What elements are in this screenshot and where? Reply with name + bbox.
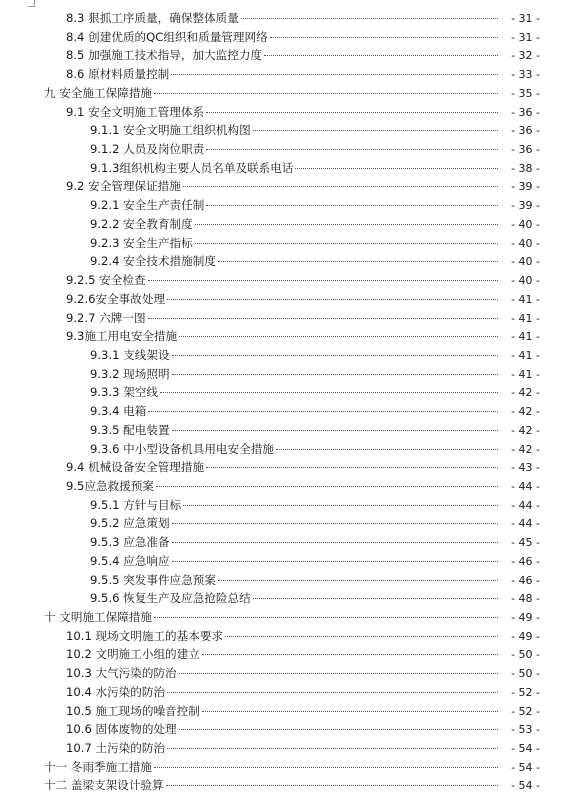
- toc-entry[interactable]: [0, 533, 580, 552]
- toc-entry[interactable]: [0, 9, 580, 28]
- toc-dot-leader: [172, 561, 498, 562]
- toc-entry[interactable]: [0, 215, 580, 234]
- toc-entry-title: 8.6 原材料质量控制: [66, 67, 170, 82]
- toc-entry-title: 10.6 固体废物的处理: [66, 722, 177, 737]
- toc-entry-page-number: - 40 -: [511, 274, 540, 288]
- toc-entry-title: 10.7 土污染的防治: [66, 741, 166, 756]
- toc-entry-page-number: - 54 -: [511, 760, 540, 774]
- toc-dot-leader: [206, 149, 498, 150]
- toc-dot-leader: [179, 729, 498, 730]
- toc-dot-leader: [276, 449, 498, 450]
- toc-entry-page-number: - 50 -: [511, 667, 540, 681]
- toc-entry-page-number: - 35 -: [511, 86, 540, 100]
- toc-entry-title: 9.3施工用电安全措施: [66, 329, 178, 344]
- toc-entry-page-number: - 40 -: [511, 217, 540, 231]
- toc-dot-leader: [166, 785, 498, 786]
- page-corner-mark: [28, 0, 35, 7]
- toc-entry-page-number: - 41 -: [511, 311, 540, 325]
- toc-entry-title: 10.4 水污染的防治: [66, 684, 166, 699]
- toc-entry[interactable]: [0, 402, 580, 421]
- toc-entry[interactable]: [0, 720, 580, 739]
- toc-entry-title: 9.2.6安全事故处理: [66, 291, 166, 306]
- toc-entry[interactable]: [0, 477, 580, 496]
- toc-dot-leader: [154, 617, 498, 618]
- toc-entry[interactable]: [0, 290, 580, 309]
- toc-entry-title: 8.4 创建优质的QC组织和质量管理网络: [66, 29, 268, 44]
- toc-dot-leader: [202, 654, 498, 655]
- toc-entry-title: 9.4 机械设备安全管理措施: [66, 460, 205, 475]
- toc-dot-leader: [148, 411, 498, 412]
- toc-entry-page-number: - 54 -: [511, 779, 540, 793]
- toc-dot-leader: [206, 112, 498, 113]
- toc-entry-title: 9.1 安全文明施工管理体系: [66, 104, 205, 119]
- toc-entry-title: 9.5.3 应急准备: [90, 535, 170, 550]
- toc-entry-page-number: - 38 -: [511, 161, 540, 175]
- toc-entry[interactable]: [0, 514, 580, 533]
- toc-entry-page-number: - 44 -: [511, 479, 540, 493]
- toc-entry-title: 9.2.7 六牌一图: [66, 310, 146, 325]
- toc-entry-page-number: - 36 -: [511, 124, 540, 138]
- toc-entry-page-number: - 53 -: [511, 723, 540, 737]
- toc-entry[interactable]: [0, 159, 580, 178]
- toc-entry-title: 十二 盖梁支架设计验算: [44, 778, 164, 793]
- toc-entry-title: 10.2 文明施工小组的建立: [66, 647, 200, 662]
- toc-entry-title: 9.2.1 安全生产责任制: [90, 198, 205, 213]
- toc-entry-title: 十 文明施工保障措施: [44, 610, 153, 624]
- toc-entry-page-number: - 39 -: [511, 199, 540, 213]
- toc-dot-leader: [179, 673, 498, 674]
- toc-entry-page-number: - 36 -: [511, 105, 540, 119]
- toc-entry[interactable]: [0, 421, 580, 440]
- toc-dot-leader: [218, 261, 498, 262]
- toc-entry[interactable]: [0, 627, 580, 646]
- toc-entry-page-number: - 41 -: [511, 330, 540, 344]
- toc-dot-leader: [148, 318, 498, 319]
- toc-entry[interactable]: [0, 552, 580, 571]
- toc-dot-leader: [253, 130, 498, 131]
- toc-entry-title: 9.1.2 人员及岗位职责: [90, 142, 205, 157]
- toc-entry-page-number: - 44 -: [511, 517, 540, 531]
- toc-entry-title: 9.3.5 配电装置: [90, 422, 170, 437]
- toc-entry-page-number: - 31 -: [511, 30, 540, 44]
- toc-entry-page-number: - 32 -: [511, 49, 540, 63]
- toc-entry-title: 10.1 现场文明施工的基本要求: [66, 628, 224, 643]
- toc-entry-page-number: - 54 -: [511, 742, 540, 756]
- toc-entry-page-number: - 40 -: [511, 255, 540, 269]
- toc-entry-title: 10.3 大气污染的防治: [66, 666, 177, 681]
- toc-entry-title: 9.5.6 恢复生产及应急抢险总结: [90, 591, 251, 606]
- toc-dot-leader: [172, 523, 498, 524]
- toc-entry-page-number: - 42 -: [511, 442, 540, 456]
- toc-dot-leader: [183, 505, 498, 506]
- toc-entry-page-number: - 44 -: [511, 498, 540, 512]
- toc-entry[interactable]: [0, 383, 580, 402]
- toc-dot-leader: [241, 18, 498, 19]
- toc-dot-leader: [156, 486, 498, 487]
- toc-dot-leader: [270, 37, 498, 38]
- toc-entry[interactable]: [0, 28, 580, 47]
- toc-dot-leader: [183, 186, 498, 187]
- toc-dot-leader: [206, 467, 498, 468]
- toc-entry-page-number: - 41 -: [511, 367, 540, 381]
- toc-dot-leader: [179, 336, 498, 337]
- toc-entry[interactable]: [0, 309, 580, 328]
- toc-entry[interactable]: [0, 683, 580, 702]
- toc-dot-leader: [154, 93, 498, 94]
- toc-dot-leader: [253, 598, 498, 599]
- toc-entry-page-number: - 46 -: [511, 554, 540, 568]
- toc-entry-page-number: - 46 -: [511, 573, 540, 587]
- toc-entry[interactable]: [0, 664, 580, 683]
- toc-dot-leader: [154, 767, 498, 768]
- toc-entry-title: 9.3.1 支线架设: [90, 347, 170, 362]
- toc-entry[interactable]: [0, 252, 580, 271]
- toc-entry-page-number: - 49 -: [511, 629, 540, 643]
- toc-entry-title: 九 安全施工保障措施: [44, 85, 153, 100]
- toc-entry-page-number: - 31 -: [511, 12, 540, 25]
- toc-dot-leader: [225, 636, 498, 637]
- toc-entry-title: 9.3.4 电箱: [90, 404, 147, 419]
- toc-entry[interactable]: [0, 65, 580, 84]
- toc-entry-title: 9.5应急救援预案: [66, 478, 155, 493]
- toc-entry[interactable]: [0, 440, 580, 459]
- toc-entry-title: 9.2.5 安全检查: [66, 273, 146, 288]
- toc-entry-title: 十一 冬雨季施工措施: [44, 759, 153, 774]
- toc-dot-leader: [264, 55, 498, 56]
- toc-entry[interactable]: [0, 196, 580, 215]
- toc-entry-title: 8.3 狠抓工序质量，确保整体质量: [66, 11, 239, 25]
- table-of-contents: [0, 9, 580, 795]
- toc-dot-leader: [172, 430, 498, 431]
- toc-entry-page-number: - 42 -: [511, 423, 540, 437]
- toc-entry[interactable]: [0, 739, 580, 758]
- toc-entry[interactable]: [0, 121, 580, 140]
- toc-entry[interactable]: [0, 84, 580, 103]
- toc-entry-page-number: - 41 -: [511, 292, 540, 306]
- toc-entry[interactable]: [0, 608, 580, 627]
- toc-entry-page-number: - 42 -: [511, 386, 540, 400]
- toc-entry-title: 9.5.1 方针与目标: [90, 497, 182, 512]
- toc-entry[interactable]: [0, 776, 580, 795]
- toc-entry-page-number: - 33 -: [511, 68, 540, 82]
- toc-entry[interactable]: [0, 702, 580, 721]
- toc-dot-leader: [172, 355, 498, 356]
- toc-entry[interactable]: [0, 645, 580, 664]
- toc-entry[interactable]: [0, 589, 580, 608]
- toc-entry-title: 9.1.1 安全文明施工组织机构图: [90, 123, 251, 138]
- toc-entry[interactable]: [0, 140, 580, 159]
- toc-entry[interactable]: [0, 496, 580, 515]
- toc-dot-leader: [167, 748, 498, 749]
- toc-entry[interactable]: [0, 177, 580, 196]
- toc-entry-title: 9.5.4 应急响应: [90, 553, 170, 568]
- toc-entry-title: 9.3.2 现场照明: [90, 366, 170, 381]
- toc-entry[interactable]: [0, 271, 580, 290]
- toc-entry-page-number: - 50 -: [511, 648, 540, 662]
- toc-dot-leader: [295, 168, 498, 169]
- toc-entry[interactable]: [0, 346, 580, 365]
- toc-dot-leader: [206, 205, 498, 206]
- toc-entry-page-number: - 52 -: [511, 685, 540, 699]
- toc-dot-leader: [195, 224, 498, 225]
- toc-entry[interactable]: [0, 103, 580, 122]
- toc-entry-page-number: - 48 -: [511, 592, 540, 606]
- toc-entry-page-number: - 39 -: [511, 180, 540, 194]
- toc-dot-leader: [167, 299, 498, 300]
- toc-entry-title: 9.3.6 中小型设备机具用电安全措施: [90, 441, 274, 456]
- toc-entry-title: 9.5.2 应急策划: [90, 516, 170, 531]
- toc-entry[interactable]: [0, 458, 580, 477]
- toc-entry[interactable]: [0, 571, 580, 590]
- toc-entry-title: 9.2 安全管理保证措施: [66, 179, 181, 194]
- toc-dot-leader: [160, 392, 498, 393]
- toc-entry-page-number: - 41 -: [511, 348, 540, 362]
- toc-dot-leader: [171, 74, 498, 75]
- toc-dot-leader: [202, 711, 498, 712]
- toc-entry-page-number: - 43 -: [511, 461, 540, 475]
- toc-entry-title: 9.3.3 架空线: [90, 385, 158, 400]
- toc-entry-page-number: - 52 -: [511, 704, 540, 718]
- toc-entry-title: 10.5 施工现场的噪音控制: [66, 703, 200, 718]
- toc-entry-page-number: - 40 -: [511, 236, 540, 250]
- toc-entry-title: 9.2.3 安全生产指标: [90, 235, 193, 250]
- toc-dot-leader: [172, 374, 498, 375]
- toc-entry[interactable]: [0, 758, 580, 777]
- toc-entry-title: 9.5.5 突发事件应急预案: [90, 572, 216, 587]
- toc-entry-title: 8.5 加强施工技术指导，加大监控力度: [66, 48, 263, 63]
- toc-entry-page-number: - 36 -: [511, 143, 540, 157]
- toc-dot-leader: [172, 542, 498, 543]
- toc-dot-leader: [195, 243, 498, 244]
- toc-entry-page-number: - 49 -: [511, 611, 540, 624]
- toc-entry[interactable]: [0, 46, 580, 65]
- toc-entry[interactable]: [0, 327, 580, 346]
- toc-dot-leader: [218, 580, 498, 581]
- toc-dot-leader: [148, 280, 498, 281]
- toc-entry-page-number: - 42 -: [511, 405, 540, 419]
- toc-entry-page-number: - 45 -: [511, 536, 540, 550]
- toc-entry-title: 9.2.4 安全技术措施制度: [90, 254, 216, 269]
- toc-dot-leader: [167, 692, 498, 693]
- toc-entry-title: 9.1.3组织机构主要人员名单及联系电话: [90, 160, 294, 175]
- toc-entry[interactable]: [0, 365, 580, 384]
- toc-entry[interactable]: [0, 234, 580, 253]
- toc-entry-title: 9.2.2 安全教育制度: [90, 216, 193, 231]
